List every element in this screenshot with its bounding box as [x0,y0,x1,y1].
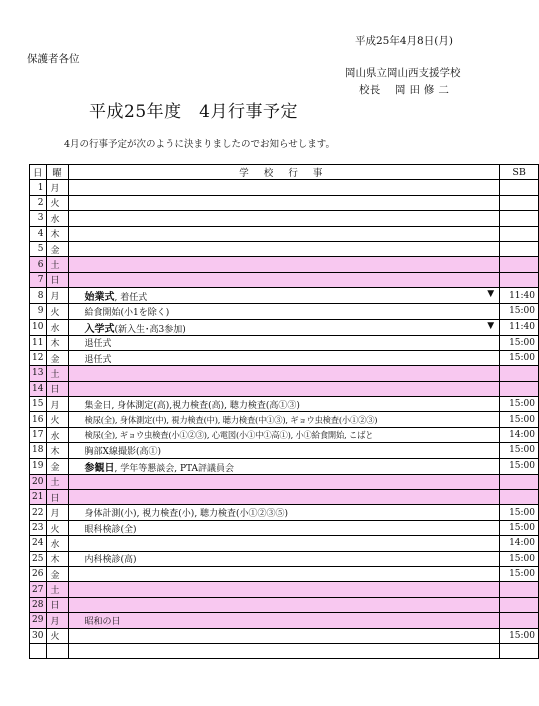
row-day: 25 [30,551,47,566]
row-day: 16 [30,412,47,427]
row-event [68,397,500,412]
page-title: 平成25年度 4月行事予定 [89,102,298,122]
table-row [30,195,539,210]
row-sb-time [500,597,539,612]
row-sb-time: 11:40 [500,319,539,335]
event-highlight: 参観日 [84,462,115,474]
row-sb-time [500,272,539,287]
table-row [30,335,539,350]
table-row [30,412,539,427]
row-weekday: 月 [46,397,68,412]
row-event [68,628,500,643]
event-text: 退任式 [84,339,112,350]
row-event [68,582,500,597]
row-sb-time [500,180,539,195]
row-event [68,443,500,458]
row-weekday: 金 [46,241,68,256]
row-day: 8 [30,288,47,304]
row-weekday: 火 [46,195,68,210]
row-sb-time: 14:00 [500,536,539,551]
row-weekday: 火 [46,520,68,535]
event-text: 昭和の日 [84,616,121,627]
row-weekday: 木 [46,551,68,566]
table-row [30,304,539,319]
row-weekday: 日 [46,490,68,505]
row-weekday: 金 [46,458,68,474]
row-day: 23 [30,520,47,535]
row-event [68,180,500,195]
row-sb-time [500,613,539,628]
row-event [68,272,500,287]
row-sb-time [500,241,539,256]
row-event [68,366,500,381]
row-event [68,427,500,442]
triangle-down-icon: ▼ [487,320,495,331]
row-sb-time [500,643,539,658]
table-row [30,490,539,505]
row-weekday: 月 [46,288,68,304]
table-row [30,211,539,226]
row-sb-time: 15:00 [500,412,539,427]
event-text: 集金日, 身体測定(高),視力検査(高), 聴力検査(高①③) [84,400,300,411]
row-weekday: 水 [46,211,68,226]
row-sb-time [500,226,539,241]
row-day: 5 [30,241,47,256]
table-row [30,566,539,581]
table-row [30,226,539,241]
row-weekday: 日 [46,381,68,396]
table-row [30,520,539,535]
row-sb-time: 15:00 [500,458,539,474]
row-weekday: 日 [46,272,68,287]
table-row [30,366,539,381]
row-weekday: 金 [46,566,68,581]
schedule-body [30,180,539,659]
table-row [30,319,539,335]
row-sb-time [500,211,539,226]
table-row [30,474,539,489]
row-day: 28 [30,597,47,612]
row-day: 2 [30,195,47,210]
row-day: 27 [30,582,47,597]
row-day: 1 [30,180,47,195]
row-sb-time: 15:00 [500,551,539,566]
row-day: 11 [30,335,47,350]
event-text: , 学年等懇談会, PTA評議員会 [114,463,235,474]
row-event [68,335,500,350]
table-row [30,505,539,520]
row-weekday: 木 [46,226,68,241]
row-event [68,505,500,520]
row-sb-time [500,366,539,381]
table-row [30,551,539,566]
row-event [68,304,500,319]
row-day: 29 [30,613,47,628]
row-sb-time: 15:00 [500,304,539,319]
row-event [68,536,500,551]
row-event [68,474,500,489]
table-row [30,628,539,643]
row-day: 4 [30,226,47,241]
table-row [30,381,539,396]
row-sb-time: 15:00 [500,443,539,458]
event-highlight: 入学式 [84,323,115,335]
row-sb-time: 15:00 [500,566,539,581]
row-weekday: 土 [46,474,68,489]
row-weekday: 水 [46,427,68,442]
row-day: 14 [30,381,47,396]
row-weekday: 日 [46,597,68,612]
event-text: 退任式 [84,354,112,365]
row-event [68,350,500,365]
table-row [30,597,539,612]
row-day: 20 [30,474,47,489]
row-day: 13 [30,366,47,381]
row-day: 22 [30,505,47,520]
row-sb-time: 15:00 [500,335,539,350]
row-day: 18 [30,443,47,458]
row-weekday: 火 [46,412,68,427]
event-text: , 着任式 [114,293,148,304]
header-event: 学 校 行 事 [68,165,500,180]
row-weekday: 木 [46,335,68,350]
table-row [30,458,539,474]
table-row [30,643,539,658]
row-day: 3 [30,211,47,226]
table-row [30,288,539,304]
row-day: 21 [30,490,47,505]
event-text: 眼科検診(全) [84,524,137,535]
event-highlight: 始業式 [84,292,115,304]
table-row [30,350,539,365]
event-text: 胸部X線撮影(高①) [84,446,161,457]
row-event [68,319,500,335]
row-event [68,597,500,612]
table-header-row [30,165,539,180]
principal-name: 校長 岡 田 修 二 [359,84,450,96]
event-text: 給食開始(小1を除く) [84,307,170,318]
row-weekday: 水 [46,536,68,551]
row-day: 6 [30,257,47,272]
row-weekday: 火 [46,304,68,319]
row-sb-time: 15:00 [500,520,539,535]
table-row [30,180,539,195]
row-event [68,241,500,256]
table-row [30,443,539,458]
row-weekday [46,643,68,658]
intro-text: 4月の行事予定が次のように決まりましたのでお知らせします。 [64,139,336,150]
row-sb-time: 14:00 [500,427,539,442]
row-sb-time: 11:40 [500,288,539,304]
row-event [68,643,500,658]
row-day: 15 [30,397,47,412]
row-day [30,643,47,658]
row-day: 17 [30,427,47,442]
row-weekday: 月 [46,613,68,628]
event-text: 検尿(全), 身体測定(中), 視力検査(中), 聴力検査(中①③), ギョウ虫検査(小①②③) [84,414,378,425]
school-name: 岡山県立岡山西支援学校 [345,67,461,79]
table-row [30,241,539,256]
row-weekday: 土 [46,582,68,597]
row-event [68,195,500,210]
header-sb: SB [500,165,539,180]
row-event [68,381,500,396]
row-weekday: 月 [46,180,68,195]
row-event [68,490,500,505]
row-day: 12 [30,350,47,365]
row-event [68,211,500,226]
row-day: 26 [30,566,47,581]
row-day: 24 [30,536,47,551]
row-day: 7 [30,272,47,287]
row-sb-time [500,582,539,597]
row-event [68,257,500,272]
row-weekday: 水 [46,319,68,335]
table-row [30,272,539,287]
table-row [30,613,539,628]
row-day: 30 [30,628,47,643]
row-day: 9 [30,304,47,319]
event-text: 検尿(全), ギョウ虫検査(小①②③), 心電図(小①中①高①), 小①給食開始, こばと [84,430,374,441]
table-row [30,257,539,272]
row-event [68,412,500,427]
document-date: 平成25年4月8日(月) [355,35,453,47]
event-text: (新入生･高3参加) [114,324,186,335]
row-event [68,520,500,535]
row-event [68,458,500,474]
row-event [68,288,500,304]
table-row [30,397,539,412]
row-weekday: 金 [46,350,68,365]
row-event [68,613,500,628]
row-sb-time: 15:00 [500,350,539,365]
row-sb-time [500,490,539,505]
row-sb-time: 15:00 [500,397,539,412]
row-event [68,566,500,581]
row-day: 10 [30,319,47,335]
row-weekday: 土 [46,257,68,272]
row-sb-time [500,381,539,396]
row-sb-time: 15:00 [500,628,539,643]
table-row [30,427,539,442]
row-sb-time [500,195,539,210]
row-weekday: 土 [46,366,68,381]
table-row [30,536,539,551]
header-weekday: 曜 [46,165,68,180]
recipient: 保護者各位 [27,53,80,65]
row-event [68,226,500,241]
row-weekday: 木 [46,443,68,458]
table-row [30,582,539,597]
header-day: 日 [30,165,47,180]
event-text: 身体計測(小), 視力検査(小), 聴力検査(小①②③⑤) [84,509,289,520]
row-event [68,551,500,566]
row-day: 19 [30,458,47,474]
row-sb-time [500,257,539,272]
row-sb-time: 15:00 [500,505,539,520]
event-text: 内科検診(高) [84,555,137,566]
row-weekday: 月 [46,505,68,520]
triangle-down-icon: ▼ [487,289,495,300]
row-sb-time [500,474,539,489]
row-weekday: 火 [46,628,68,643]
schedule-table [29,164,539,659]
